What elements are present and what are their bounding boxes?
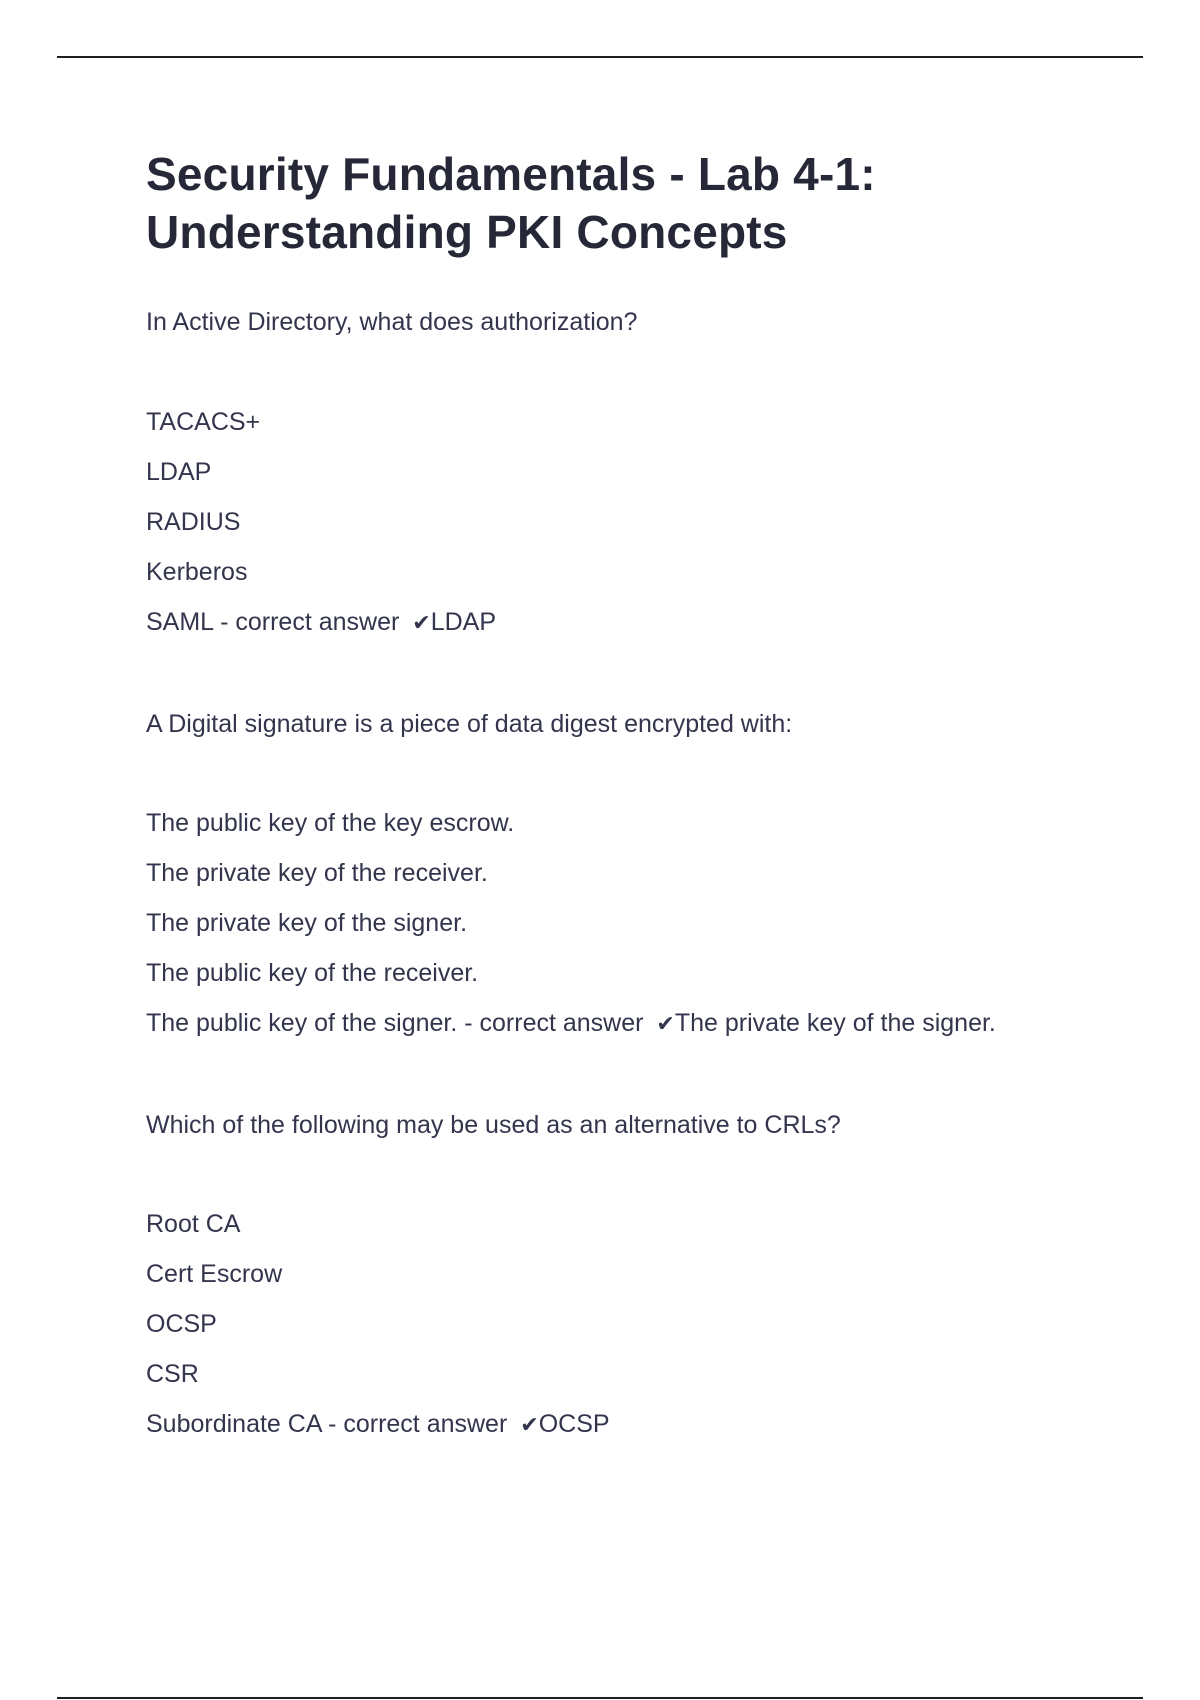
question-text: In Active Directory, what does authorization? [146,308,638,336]
last-option: The public key of the signer. [146,1009,458,1037]
correct-answer: OCSP [538,1410,610,1438]
option-item: RADIUS [146,508,241,536]
option-item: TACACS+ [146,408,261,436]
option-item: The private key of the receiver. [146,859,488,887]
option-list [146,808,1146,1040]
last-option: Subordinate CA [146,1410,322,1438]
checkmark-icon: ✔ [656,1012,675,1037]
bottom-rule [57,1697,1143,1699]
option-item: The public key of the key escrow. [146,809,515,837]
option-item: Kerberos [146,558,248,586]
answer-line: The public key of the signer. - correct answer ✔The private key of the signer. [146,1009,996,1037]
answer-label: correct answer [235,608,400,636]
question-block-2 [146,709,1146,1040]
answer-line: Subordinate CA - correct answer ✔OCSP [146,1410,610,1438]
option-item: OCSP [146,1310,217,1338]
document-body [146,145,1146,1441]
option-item: LDAP [146,458,212,486]
option-item: CSR [146,1360,199,1388]
option-item: The public key of the receiver. [146,959,479,987]
checkmark-icon: ✔ [412,611,431,636]
last-option: SAML [146,608,214,636]
top-rule [57,56,1143,58]
option-item: The private key of the signer. [146,909,468,937]
title-line-2: Understanding PKI Concepts [146,206,788,258]
title-line-1: Security Fundamentals - Lab 4-1: [146,148,876,200]
document-title [146,145,1146,261]
option-list [146,407,1146,639]
question-text: A Digital signature is a piece of data digest encrypted with: [146,710,793,738]
answer-label: correct answer [343,1410,508,1438]
question-text: Which of the following may be used as an alternative to CRLs? [146,1111,841,1139]
correct-answer: LDAP [430,608,497,636]
option-item: Cert Escrow [146,1260,283,1288]
answer-line: SAML - correct answer ✔LDAP [146,608,497,636]
correct-answer: The private key of the signer. [674,1009,996,1037]
option-item: Root CA [146,1210,241,1238]
answer-label: correct answer [479,1009,644,1037]
checkmark-icon: ✔ [520,1413,539,1438]
option-list [146,1209,1146,1441]
question-block-1 [146,307,1146,639]
question-block-3 [146,1110,1146,1441]
